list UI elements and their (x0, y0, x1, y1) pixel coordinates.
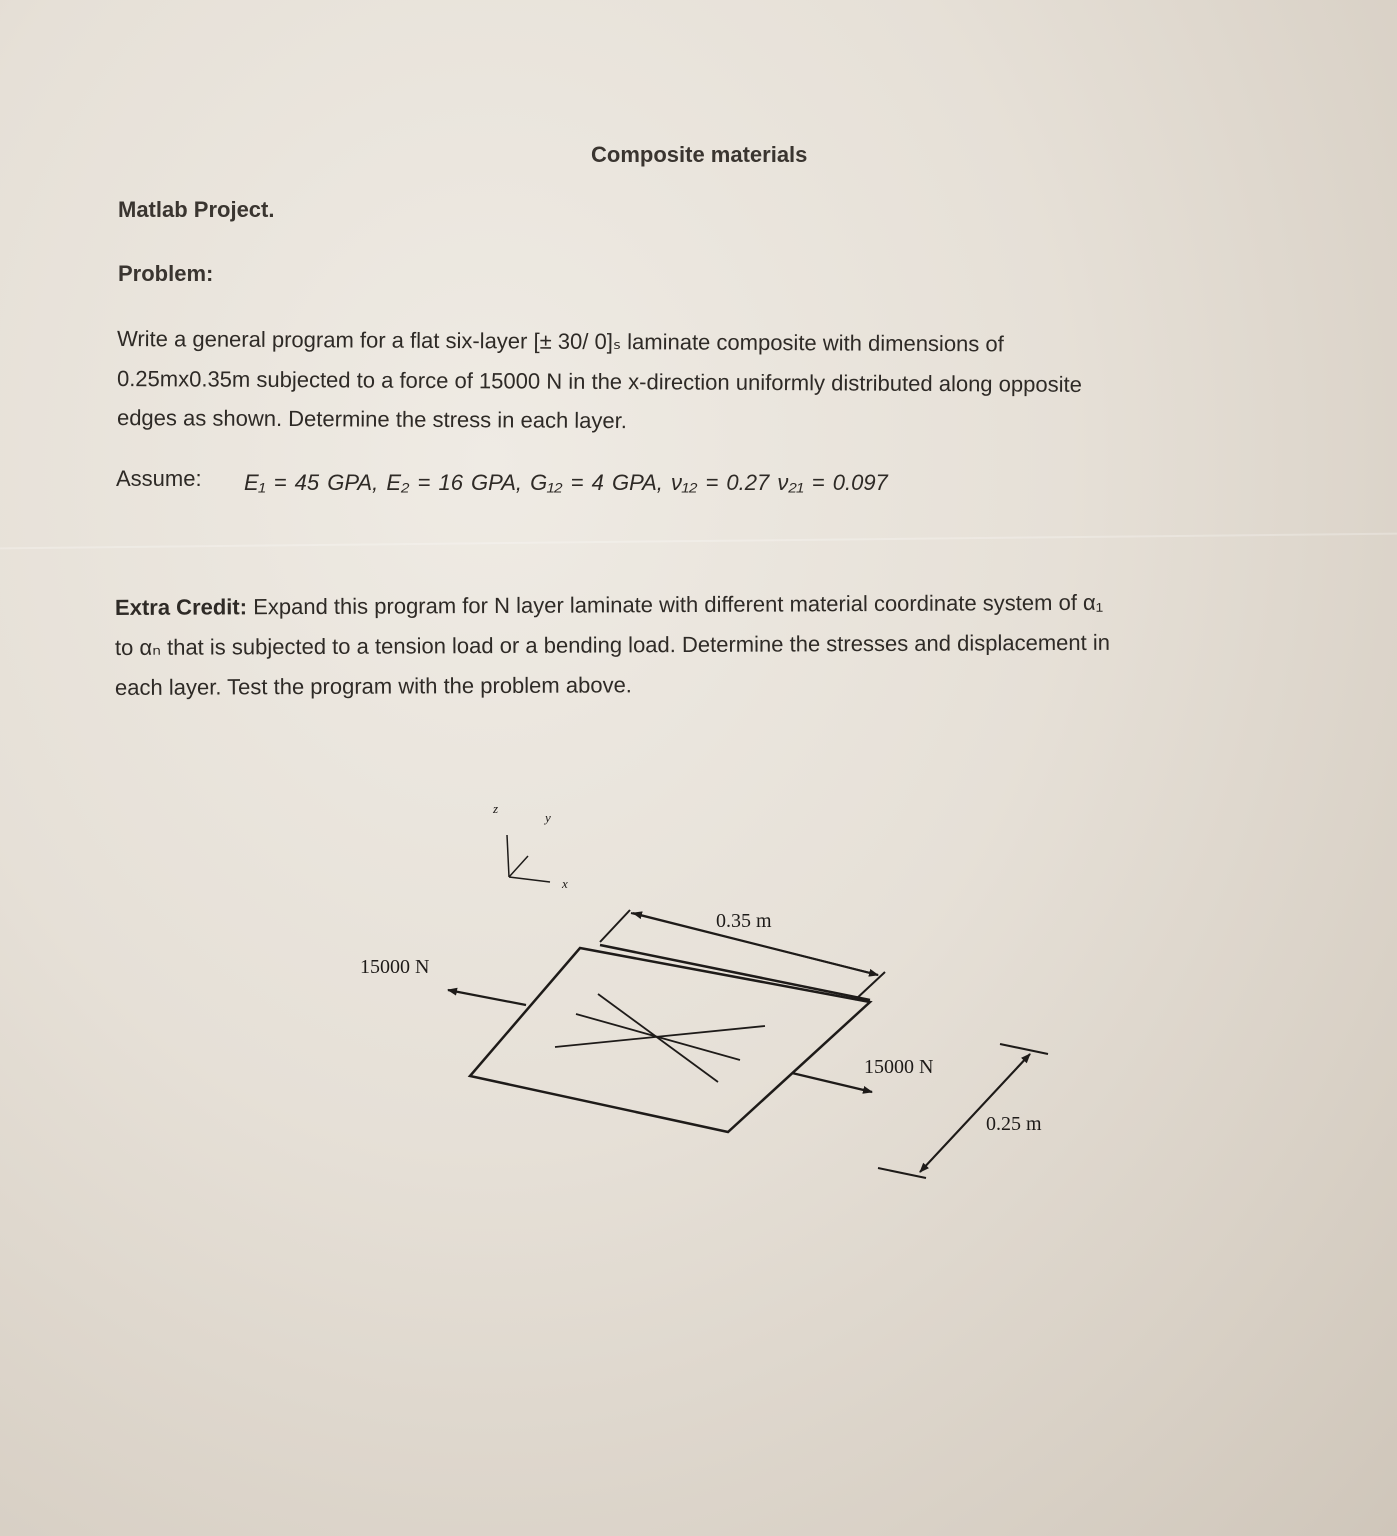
force-right-arrow (792, 1073, 872, 1092)
axis-x-label: x (562, 876, 568, 891)
problem-line-2: 0.25mx0.35m subjected to a force of 15000 N in the x-direction uniformly distributed along opposite (116, 366, 1082, 397)
extra-credit-line-2: to αₙ that is subjected to a tension load or a bending load. Determine the stresses and displacement in (114, 629, 1111, 660)
assume-label: Assume: (116, 466, 202, 491)
length-label: 0.35 m (716, 910, 772, 932)
force-left-label: 15000 N (360, 956, 430, 978)
project-heading: Matlab Project. (118, 197, 275, 222)
axes-icon (507, 835, 550, 882)
force-right-label: 15000 N (864, 1056, 934, 1078)
problem-heading: Problem: (118, 261, 214, 286)
axis-y-label: y (545, 810, 551, 825)
problem-line-1: Write a general program for a flat six-layer [± 30/ 0]ₛ laminate composite with dimensions of (116, 326, 1004, 357)
width-label: 0.25 m (986, 1113, 1042, 1135)
extra-credit-label: Extra Credit: (114, 594, 248, 620)
extra-credit-text-1: Expand this program for N layer laminate with different material coordinate system of α₁ (246, 589, 1104, 620)
material-properties: E₁ = 45 GPA, E₂ = 16 GPA, G₁₂ = 4 GPA, ν₁₂ = 0.27 ν₂₁ = 0.097 (244, 470, 888, 495)
document-title: Composite materials (591, 142, 808, 167)
extra-credit-line-3: each layer. Test the program with the problem above. (114, 672, 632, 700)
problem-line-3: edges as shown. Determine the stress in each layer. (116, 405, 628, 434)
force-left-arrow (448, 990, 526, 1005)
axis-z-label: z (493, 801, 499, 816)
laminate-plate (470, 945, 870, 1132)
fiber-orientation-lines (555, 994, 765, 1082)
